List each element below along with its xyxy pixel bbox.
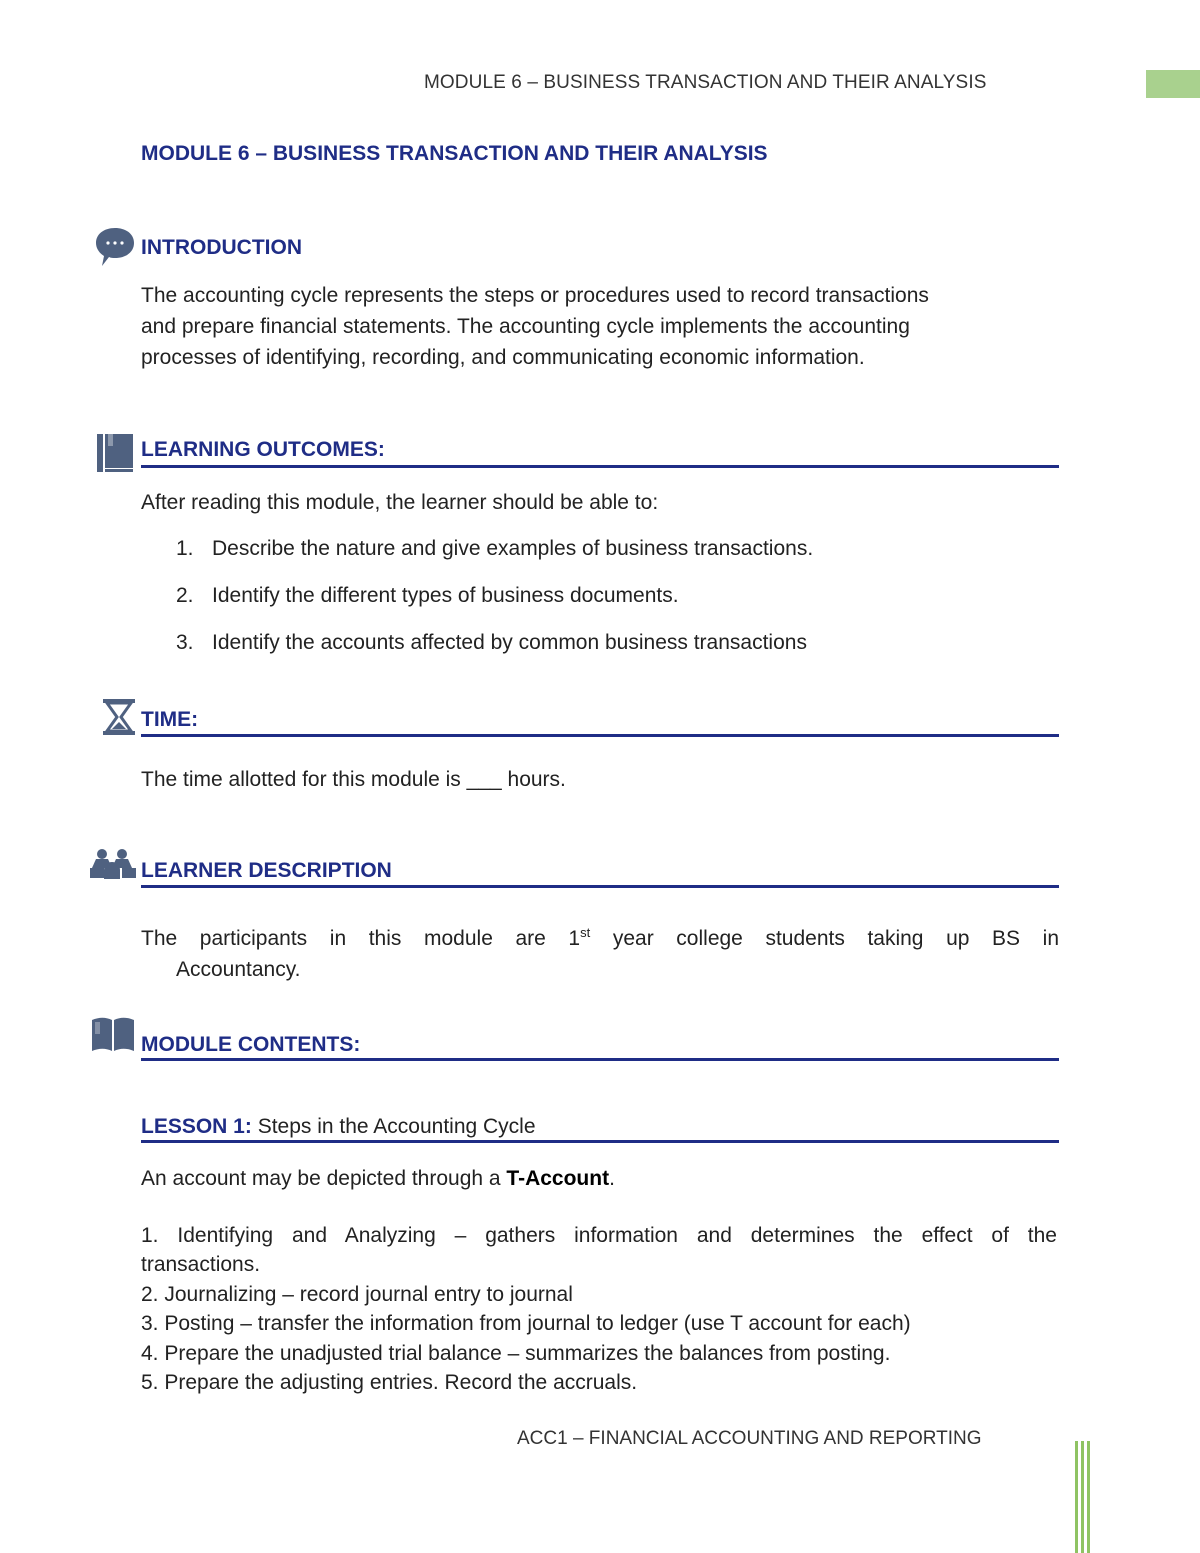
outcome-number: 2. <box>176 584 194 607</box>
ordinal-superscript: st <box>580 925 591 940</box>
lesson-intro-text: . <box>609 1167 615 1190</box>
step-item: 5. Prepare the adjusting entries. Record the accruals. <box>141 1371 638 1394</box>
introduction-line: processes of identifying, recording, and communicating economic information. <box>141 346 865 369</box>
learner-description-text: The participants in this module are 1 <box>141 927 581 950</box>
section-rule <box>141 465 1059 468</box>
learning-outcomes-lead: After reading this module, the learner should be able to: <box>141 491 659 514</box>
module-contents-heading: MODULE CONTENTS: <box>141 1033 361 1056</box>
time-text: The time allotted for this module is ___ hours. <box>141 768 566 791</box>
outcome-text: Identify the different types of business documents. <box>212 584 679 607</box>
section-rule <box>141 1140 1059 1143</box>
section-rule <box>141 734 1059 737</box>
footer-accent-bar <box>1087 1441 1090 1553</box>
time-heading: TIME: <box>141 708 199 731</box>
learner-description-line <box>141 923 1059 954</box>
hourglass-icon <box>102 698 136 736</box>
document-title: MODULE 6 – BUSINESS TRANSACTION AND THEIR ANALYSIS <box>141 142 768 165</box>
learner-description-heading: LEARNER DESCRIPTION <box>141 859 392 882</box>
corner-tab <box>1146 70 1200 98</box>
outcome-text: Describe the nature and give examples of business transactions. <box>212 537 814 560</box>
section-rule <box>141 885 1059 888</box>
learning-outcomes-heading: LEARNING OUTCOMES: <box>141 438 385 461</box>
step-item-continued: transactions. <box>141 1253 261 1276</box>
book-icon <box>96 433 134 473</box>
lesson-label: LESSON 1: <box>141 1115 252 1138</box>
footer-course: ACC1 – FINANCIAL ACCOUNTING AND REPORTING <box>517 1428 982 1449</box>
outcome-number: 3. <box>176 631 194 654</box>
introduction-line: and prepare financial statements. The accounting cycle implements the accounting <box>141 315 910 338</box>
step-item: 2. Journalizing – record journal entry to journal <box>141 1283 573 1306</box>
outcome-text: Identify the accounts affected by common business transactions <box>212 631 807 654</box>
introduction-line: The accounting cycle represents the steps or procedures used to record transactions <box>141 284 929 307</box>
introduction-heading: INTRODUCTION <box>141 236 302 259</box>
outcome-number: 1. <box>176 537 194 560</box>
lesson-intro <box>141 1163 1059 1194</box>
running-header: MODULE 6 – BUSINESS TRANSACTION AND THEIR ANALYSIS <box>424 72 987 93</box>
lesson-intro-text: An account may be depicted through a <box>141 1167 507 1190</box>
lesson-title: Steps in the Accounting Cycle <box>251 1115 536 1138</box>
step-item: 1. Identifying and Analyzing – gathers information and determines the effect of the <box>141 1224 1057 1247</box>
step-item: 3. Posting – transfer the information from journal to ledger (use T account for each) <box>141 1312 911 1335</box>
step-item: 4. Prepare the unadjusted trial balance – summarizes the balances from posting. <box>141 1342 891 1365</box>
footer-accent-bar <box>1075 1441 1078 1553</box>
learner-description-line2: Accountancy. <box>176 958 301 981</box>
lesson-heading <box>141 1115 536 1139</box>
t-account-term: T-Account <box>506 1167 610 1190</box>
open-book-icon <box>91 1016 135 1054</box>
footer-accent-bar <box>1081 1441 1084 1553</box>
introduction-paragraph <box>141 280 1059 373</box>
people-icon <box>90 848 136 880</box>
section-rule <box>141 1058 1059 1061</box>
learner-description-text: year college students taking up BS in <box>590 927 1059 950</box>
speech-bubble-icon <box>95 226 135 268</box>
